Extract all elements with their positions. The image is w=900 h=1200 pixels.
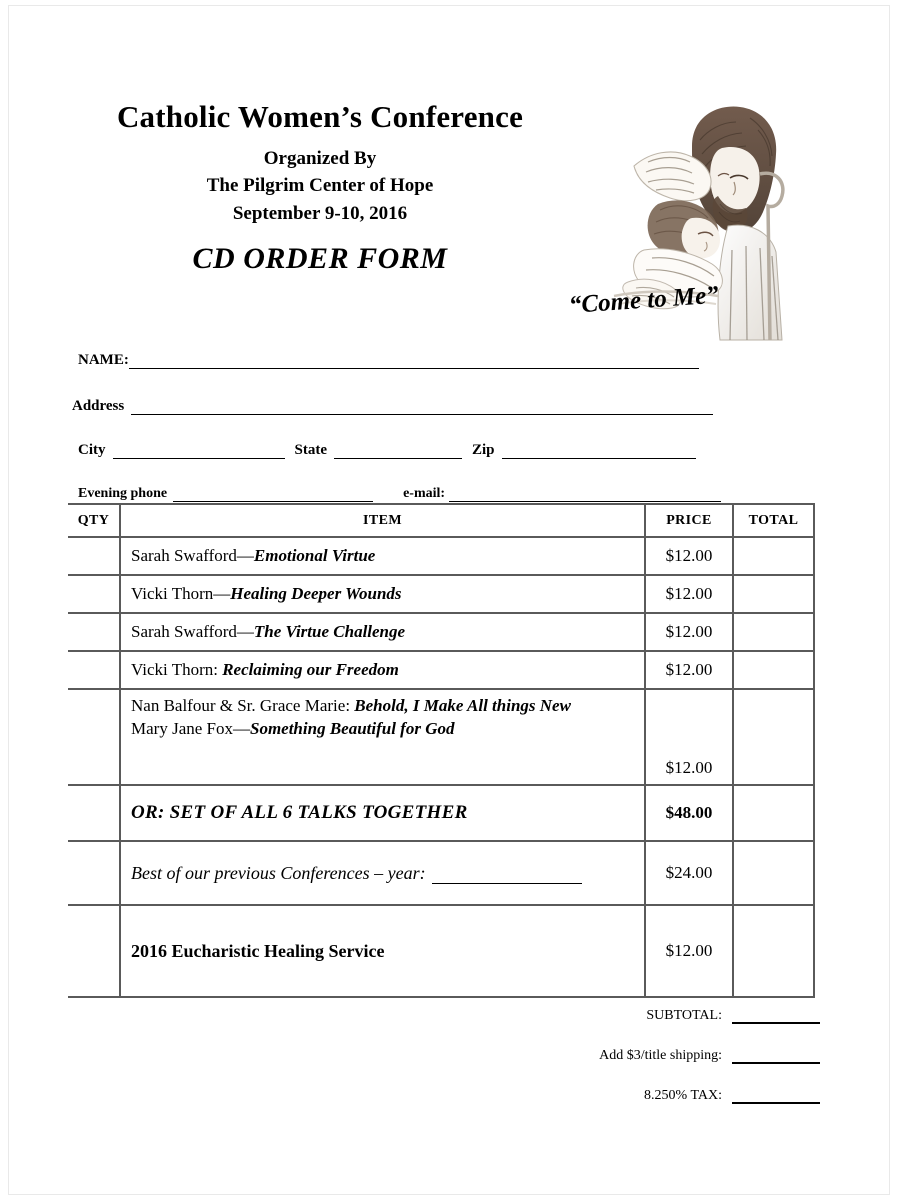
item-speaker: Sarah Swafford—	[131, 622, 254, 641]
address-input-line[interactable]	[131, 401, 713, 415]
city-label: City	[78, 442, 106, 458]
form-title: CD ORDER FORM	[192, 242, 448, 276]
total-input-cell[interactable]	[733, 651, 814, 689]
best-of-previous-label: Best of our previous Conferences – year:	[131, 862, 426, 883]
set-of-all-talks-label: OR: SET OF ALL 6 TALKS TOGETHER	[131, 802, 468, 823]
item-cell	[120, 651, 645, 689]
set-of-all-talks-price: $48.00	[645, 785, 733, 841]
cd-order-table	[68, 503, 815, 998]
conference-title: Catholic Women’s Conference	[116, 99, 524, 134]
tax-row	[480, 1088, 820, 1104]
total-input-cell[interactable]	[733, 537, 814, 575]
shipping-row	[480, 1048, 820, 1064]
item-speaker: Vicki Thorn:	[131, 660, 223, 679]
table-row	[68, 651, 814, 689]
item-price: $12.00	[645, 689, 733, 785]
phone-email-row	[78, 486, 721, 502]
city-state-zip-row	[78, 442, 696, 459]
table-row-eucharistic-service	[68, 905, 814, 997]
item-price: $12.00	[645, 613, 733, 651]
item-cell	[120, 537, 645, 575]
item-speaker: Sarah Swafford—	[131, 546, 254, 565]
item-speaker: Nan Balfour & Sr. Grace Marie:	[131, 696, 355, 715]
tax-input-line[interactable]	[732, 1090, 820, 1104]
total-input-cell[interactable]	[733, 841, 814, 905]
item-talk-title: Healing Deeper Wounds	[230, 584, 402, 603]
shipping-label: Add $3/title shipping:	[599, 1048, 722, 1063]
total-input-cell[interactable]	[733, 689, 814, 785]
best-of-previous-cell	[120, 841, 645, 905]
column-header-total: TOTAL	[733, 504, 814, 537]
subtotal-row	[480, 1008, 820, 1024]
table-row	[68, 575, 814, 613]
qty-input-cell[interactable]	[68, 613, 120, 651]
item-talk-title: Reclaiming our Freedom	[222, 660, 399, 679]
best-of-previous-price: $24.00	[645, 841, 733, 905]
qty-input-cell[interactable]	[68, 841, 120, 905]
item-talk-title: Emotional Virtue	[253, 546, 376, 565]
total-input-cell[interactable]	[733, 905, 814, 997]
email-label: e-mail:	[403, 486, 446, 501]
total-input-cell[interactable]	[733, 575, 814, 613]
set-of-all-talks-label-cell	[120, 785, 645, 841]
item-price: $12.00	[645, 575, 733, 613]
organized-by-label: Organized By	[263, 148, 377, 170]
item-cell	[120, 613, 645, 651]
subtotal-label: SUBTOTAL:	[646, 1008, 722, 1023]
email-input-line[interactable]	[449, 490, 721, 502]
qty-input-cell[interactable]	[68, 689, 120, 785]
table-row	[68, 537, 814, 575]
qty-input-cell[interactable]	[68, 575, 120, 613]
table-header-row	[68, 504, 814, 537]
state-input-line[interactable]	[334, 445, 462, 459]
tax-label: 8.250% TAX:	[644, 1088, 722, 1103]
qty-input-cell[interactable]	[68, 537, 120, 575]
zip-input-line[interactable]	[502, 445, 696, 459]
item-speaker: Vicki Thorn—	[131, 584, 231, 603]
column-header-price: PRICE	[645, 504, 733, 537]
state-label: State	[294, 442, 327, 458]
city-input-line[interactable]	[113, 445, 285, 459]
table-row	[68, 689, 814, 785]
item-talk-title-secondary: Something Beautiful for God	[249, 719, 455, 738]
item-cell	[120, 689, 645, 785]
item-cell	[120, 575, 645, 613]
column-header-item: ITEM	[120, 504, 645, 537]
column-header-qty: QTY	[68, 504, 120, 537]
item-price: $12.00	[645, 537, 733, 575]
qty-input-cell[interactable]	[68, 651, 120, 689]
totals-section	[480, 1008, 820, 1128]
eucharistic-service-label: 2016 Eucharistic Healing Service	[131, 940, 385, 961]
item-talk-title: Behold, I Make All things New	[354, 696, 571, 715]
item-speaker-secondary: Mary Jane Fox—	[131, 719, 250, 738]
table-row-best-of-previous	[68, 841, 814, 905]
qty-input-cell[interactable]	[68, 785, 120, 841]
total-input-cell[interactable]	[733, 613, 814, 651]
address-label: Address	[72, 398, 125, 414]
artwork-caption: “Come to Me”	[568, 281, 720, 320]
evening-phone-input-line[interactable]	[173, 490, 373, 502]
best-of-previous-year-input-line[interactable]	[432, 871, 582, 884]
organization-name: The Pilgrim Center of Hope	[206, 174, 434, 196]
table-row	[68, 613, 814, 651]
subtotal-input-line[interactable]	[732, 1010, 820, 1024]
name-input-line[interactable]	[129, 355, 699, 369]
qty-input-cell[interactable]	[68, 905, 120, 997]
conference-dates: September 9-10, 2016	[232, 202, 408, 224]
address-field-row	[72, 398, 713, 415]
item-talk-title: The Virtue Challenge	[253, 622, 406, 641]
item-price: $12.00	[645, 651, 733, 689]
eucharistic-service-cell	[120, 905, 645, 997]
total-input-cell[interactable]	[733, 785, 814, 841]
zip-label: Zip	[472, 442, 495, 458]
evening-phone-label: Evening phone	[78, 486, 168, 501]
shipping-input-line[interactable]	[732, 1050, 820, 1064]
table-row-set-of-all-talks	[68, 785, 814, 841]
name-field-row	[78, 352, 699, 369]
document-header	[95, 100, 545, 276]
eucharistic-service-price: $12.00	[645, 905, 733, 997]
name-label: NAME:	[78, 352, 129, 368]
